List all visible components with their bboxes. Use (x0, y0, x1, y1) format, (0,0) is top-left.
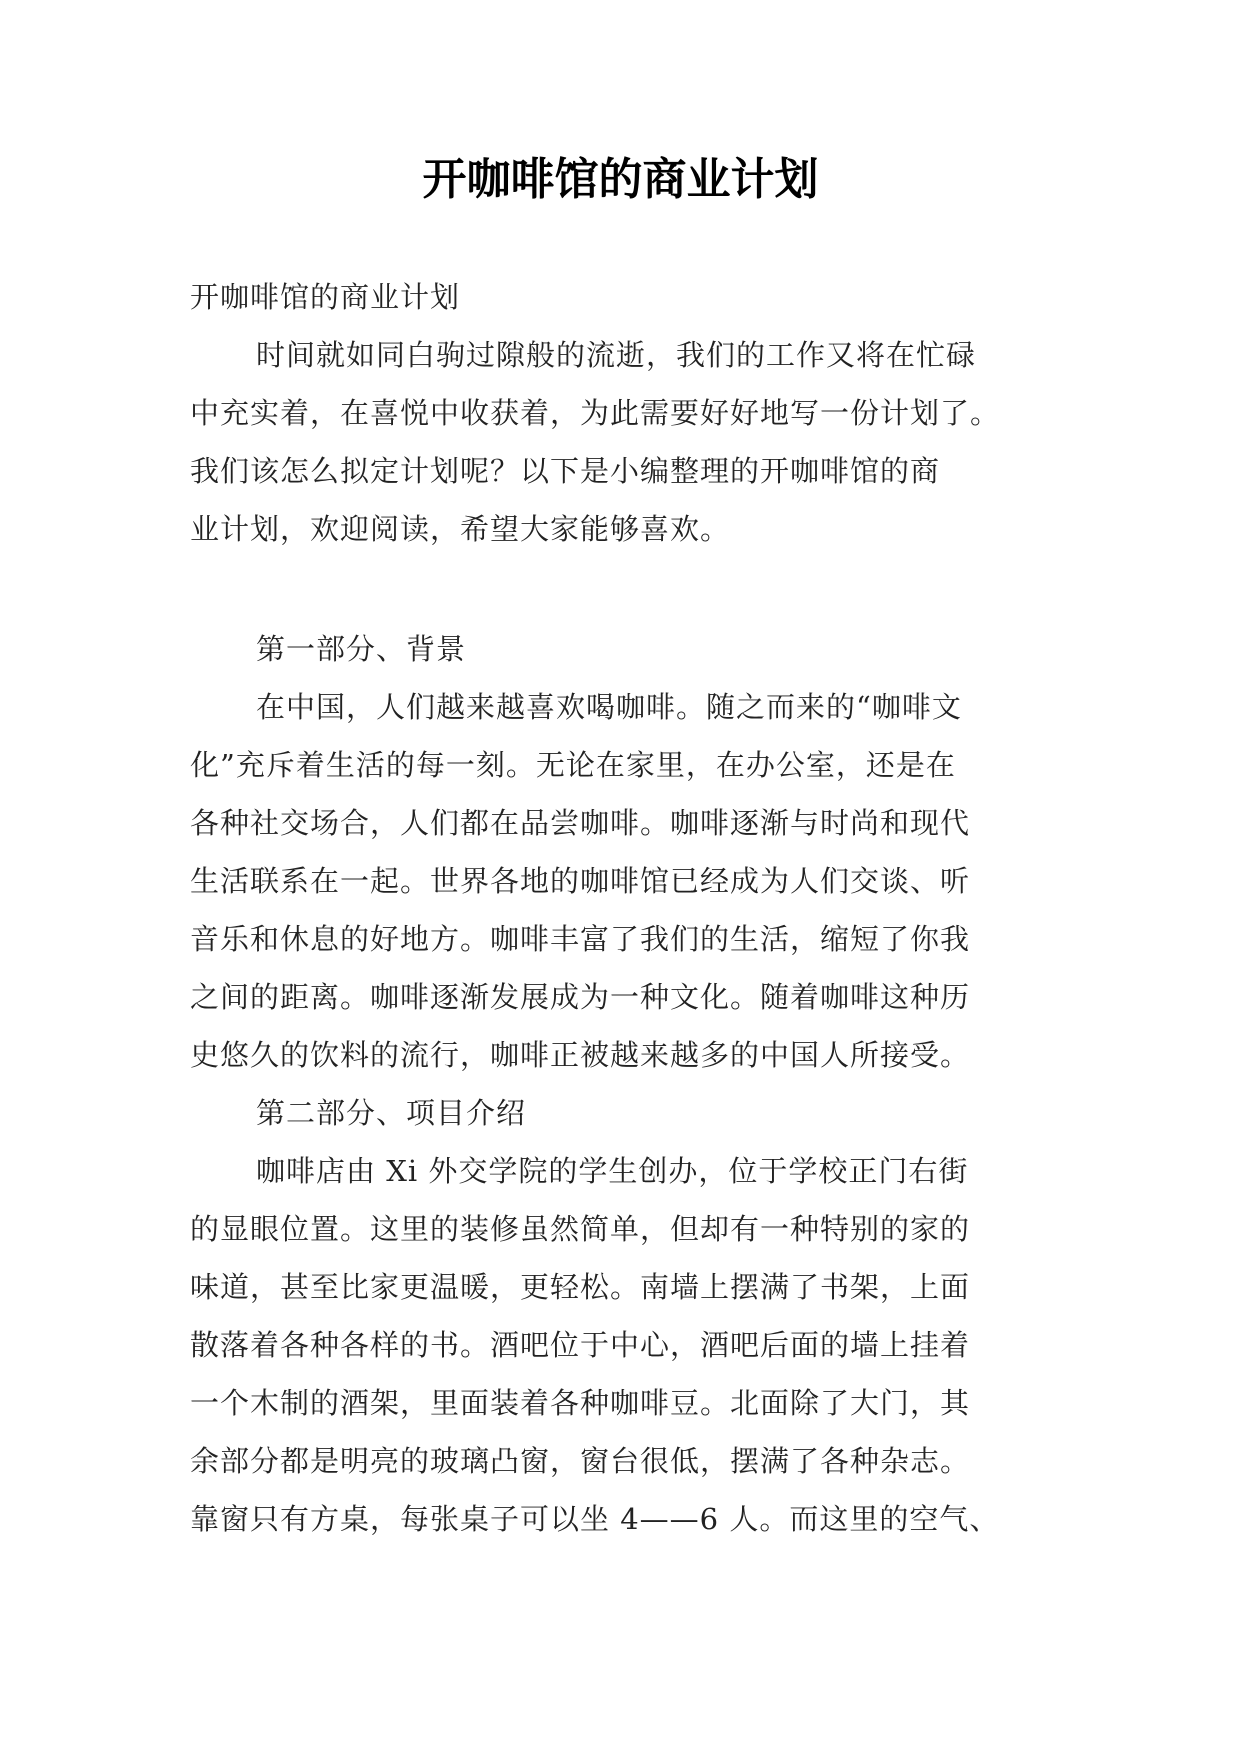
section-heading-project: 第二部分、项目介绍 (256, 1096, 527, 1130)
section2-line: 余部分都是明亮的玻璃凸窗，窗台很低，摆满了各种杂志。 (190, 1444, 971, 1478)
document-body (190, 268, 1056, 1548)
section-heading-background: 第一部分、背景 (256, 632, 467, 666)
section2-line: 一个木制的酒架，里面装着各种咖啡豆。北面除了大门，其 (190, 1386, 971, 1420)
section2-line: 散落着各种各样的书。酒吧位于中心，酒吧后面的墙上挂着 (190, 1328, 971, 1362)
intro-line: 时间就如同白驹过隙般的流逝，我们的工作又将在忙碌 (256, 338, 977, 372)
intro-line: 中充实着，在喜悦中收获着，为此需要好好地写一份计划了。 (190, 396, 1001, 430)
section1-line: 史悠久的饮料的流行，咖啡正被越来越多的中国人所接受。 (190, 1038, 971, 1072)
section2-line: 靠窗只有方桌，每张桌子可以坐 4——6 人。而这里的空气、 (190, 1502, 1000, 1536)
document-subtitle: 开咖啡馆的商业计划 (190, 280, 461, 314)
section2-line: 咖啡店由 Xi 外交学院的学生创办，位于学校正门右街 (256, 1154, 969, 1188)
intro-line: 我们该怎么拟定计划呢？以下是小编整理的开咖啡馆的商 (190, 454, 941, 488)
section2-line: 的显眼位置。这里的装修虽然简单，但却有一种特别的家的 (190, 1212, 971, 1246)
section1-line: 各种社交场合，人们都在品尝咖啡。咖啡逐渐与时尚和现代 (190, 806, 971, 840)
section2-line: 味道，甚至比家更温暖，更轻松。南墙上摆满了书架，上面 (190, 1270, 971, 1304)
intro-line: 业计划，欢迎阅读，希望大家能够喜欢。 (190, 512, 731, 546)
paragraph-gap (190, 558, 1056, 620)
section1-line: 化”充斥着生活的每一刻。无论在家里，在办公室，还是在 (190, 748, 956, 782)
section1-line: 之间的距离。咖啡逐渐发展成为一种文化。随着咖啡这种历 (190, 980, 971, 1014)
section1-line: 音乐和休息的好地方。咖啡丰富了我们的生活，缩短了你我 (190, 922, 971, 956)
document-title: 开咖啡馆的商业计划 (422, 154, 819, 205)
section1-line: 生活联系在一起。世界各地的咖啡馆已经成为人们交谈、听 (190, 864, 971, 898)
section1-line: 在中国，人们越来越喜欢喝咖啡。随之而来的“咖啡文 (256, 690, 962, 724)
